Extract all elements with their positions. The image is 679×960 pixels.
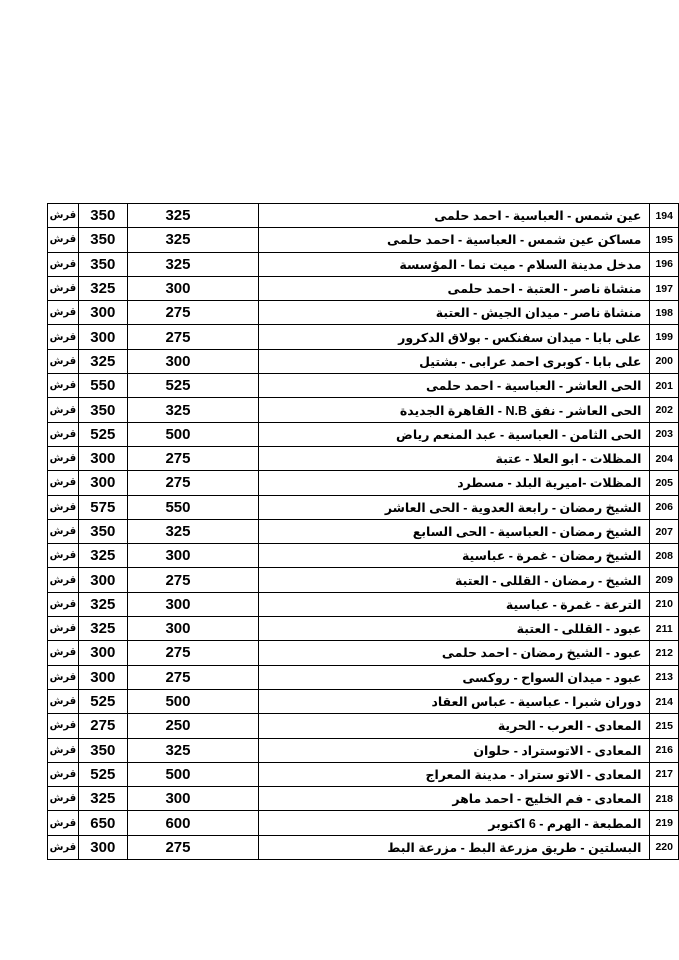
route-cell: عين شمس - العباسية - احمد حلمى [259,204,650,228]
new-fare-cell: 525 [78,689,127,713]
currency-cell: قرش [48,325,79,349]
old-fare-cell: 525 [127,374,258,398]
new-fare-cell: 325 [78,787,127,811]
table-row [48,787,679,811]
new-fare-cell: 300 [78,301,127,325]
currency-cell: قرش [48,592,79,616]
line-number-cell: 209 [650,568,679,592]
new-fare-cell: 300 [78,641,127,665]
route-cell: المظلات - ابو العلا - عتبة [259,446,650,470]
table-row [48,446,679,470]
old-fare-cell: 275 [127,301,258,325]
new-fare-cell: 300 [78,665,127,689]
route-cell: عبود - ميدان السواح - روكسى [259,665,650,689]
old-fare-cell: 325 [127,228,258,252]
currency-cell: قرش [48,811,79,835]
old-fare-cell: 275 [127,446,258,470]
old-fare-cell: 300 [127,544,258,568]
old-fare-cell: 550 [127,495,258,519]
table-row [48,276,679,300]
old-fare-cell: 275 [127,665,258,689]
route-cell: على بابا - كوبرى احمد عرابى - بشتيل [259,349,650,373]
route-cell: المعادى - العرب - الحرية [259,714,650,738]
old-fare-cell: 300 [127,617,258,641]
old-fare-cell: 325 [127,398,258,422]
new-fare-cell: 350 [78,252,127,276]
line-number-cell: 219 [650,811,679,835]
table-row [48,252,679,276]
route-cell: دوران شبرا - عباسية - عباس العقاد [259,689,650,713]
currency-cell: قرش [48,544,79,568]
new-fare-cell: 350 [78,738,127,762]
table-row [48,738,679,762]
currency-cell: قرش [48,349,79,373]
old-fare-cell: 325 [127,204,258,228]
new-fare-cell: 575 [78,495,127,519]
line-number-cell: 197 [650,276,679,300]
fare-table-body [48,204,679,860]
route-cell: المعادى - فم الخليج - احمد ماهر [259,787,650,811]
line-number-cell: 195 [650,228,679,252]
line-number-cell: 212 [650,641,679,665]
table-row [48,374,679,398]
table-row [48,568,679,592]
table-row [48,422,679,446]
new-fare-cell: 300 [78,568,127,592]
table-row [48,495,679,519]
route-cell: الحى العاشر - نفق N.B - القاهرة الجديدة [259,398,650,422]
table-row [48,811,679,835]
new-fare-cell: 325 [78,276,127,300]
route-cell: الشيخ رمضان - العباسية - الحى السابع [259,519,650,543]
route-cell: عبود - القللى - العتبة [259,617,650,641]
route-cell: المظلات -اميرية البلد - مسطرد [259,471,650,495]
line-number-cell: 206 [650,495,679,519]
route-cell: المعادى - الاتوستراد - حلوان [259,738,650,762]
table-row [48,617,679,641]
old-fare-cell: 275 [127,641,258,665]
line-number-cell: 214 [650,689,679,713]
currency-cell: قرش [48,495,79,519]
route-cell: مساكن عين شمس - العباسية - احمد حلمى [259,228,650,252]
new-fare-cell: 275 [78,714,127,738]
currency-cell: قرش [48,204,79,228]
currency-cell: قرش [48,665,79,689]
table-row [48,325,679,349]
route-cell: منشاة ناصر - العتبة - احمد حلمى [259,276,650,300]
currency-cell: قرش [48,641,79,665]
currency-cell: قرش [48,738,79,762]
table-row [48,544,679,568]
old-fare-cell: 250 [127,714,258,738]
old-fare-cell: 325 [127,252,258,276]
fare-table [47,203,679,860]
new-fare-cell: 350 [78,519,127,543]
currency-cell: قرش [48,617,79,641]
table-row [48,714,679,738]
line-number-cell: 205 [650,471,679,495]
route-cell: الحى العاشر - العباسية - احمد حلمى [259,374,650,398]
currency-cell: قرش [48,471,79,495]
line-number-cell: 216 [650,738,679,762]
line-number-cell: 220 [650,835,679,859]
line-number-cell: 194 [650,204,679,228]
route-cell: البسلتين - طريق مزرعة البط - مزرعة البط [259,835,650,859]
currency-cell: قرش [48,519,79,543]
table-row [48,398,679,422]
currency-cell: قرش [48,301,79,325]
currency-cell: قرش [48,228,79,252]
line-number-cell: 213 [650,665,679,689]
route-cell: الشيخ رمضان - رابعة العدوية - الحى العاشر [259,495,650,519]
currency-cell: قرش [48,835,79,859]
line-number-cell: 202 [650,398,679,422]
route-cell: الحى الثامن - العباسية - عبد المنعم رياض [259,422,650,446]
line-number-cell: 200 [650,349,679,373]
old-fare-cell: 500 [127,689,258,713]
new-fare-cell: 325 [78,592,127,616]
old-fare-cell: 300 [127,787,258,811]
new-fare-cell: 650 [78,811,127,835]
currency-cell: قرش [48,276,79,300]
new-fare-cell: 350 [78,204,127,228]
currency-cell: قرش [48,689,79,713]
old-fare-cell: 325 [127,519,258,543]
table-row [48,641,679,665]
line-number-cell: 198 [650,301,679,325]
route-cell: الشيخ رمضان - غمرة - عباسية [259,544,650,568]
currency-cell: قرش [48,374,79,398]
old-fare-cell: 300 [127,276,258,300]
table-row [48,301,679,325]
line-number-cell: 204 [650,446,679,470]
currency-cell: قرش [48,422,79,446]
currency-cell: قرش [48,762,79,786]
old-fare-cell: 500 [127,422,258,446]
new-fare-cell: 525 [78,422,127,446]
table-row [48,665,679,689]
new-fare-cell: 300 [78,325,127,349]
new-fare-cell: 300 [78,446,127,470]
old-fare-cell: 325 [127,738,258,762]
old-fare-cell: 275 [127,471,258,495]
line-number-cell: 211 [650,617,679,641]
table-row [48,689,679,713]
new-fare-cell: 550 [78,374,127,398]
old-fare-cell: 275 [127,835,258,859]
new-fare-cell: 325 [78,617,127,641]
table-row [48,835,679,859]
old-fare-cell: 275 [127,325,258,349]
new-fare-cell: 525 [78,762,127,786]
old-fare-cell: 500 [127,762,258,786]
new-fare-cell: 325 [78,349,127,373]
table-row [48,519,679,543]
table-row [48,228,679,252]
table-row [48,471,679,495]
currency-cell: قرش [48,787,79,811]
route-cell: المعادى - الاتو ستراد - مدينة المعراج [259,762,650,786]
route-cell: الترعة - غمرة - عباسية [259,592,650,616]
new-fare-cell: 350 [78,398,127,422]
table-row [48,592,679,616]
currency-cell: قرش [48,398,79,422]
currency-cell: قرش [48,568,79,592]
route-cell: مدخل مدينة السلام - ميت نما - المؤسسة [259,252,650,276]
currency-cell: قرش [48,252,79,276]
route-cell: المطبعة - الهرم - 6 اكتوبر [259,811,650,835]
table-row [48,349,679,373]
old-fare-cell: 275 [127,568,258,592]
new-fare-cell: 350 [78,228,127,252]
currency-cell: قرش [48,446,79,470]
new-fare-cell: 300 [78,471,127,495]
line-number-cell: 210 [650,592,679,616]
old-fare-cell: 300 [127,349,258,373]
route-cell: منشاة ناصر - ميدان الجيش - العتبة [259,301,650,325]
line-number-cell: 196 [650,252,679,276]
new-fare-cell: 325 [78,544,127,568]
line-number-cell: 208 [650,544,679,568]
line-number-cell: 199 [650,325,679,349]
route-cell: على بابا - ميدان سفنكس - بولاق الدكرور [259,325,650,349]
route-cell: الشيخ - رمضان - القللى - العتبة [259,568,650,592]
old-fare-cell: 600 [127,811,258,835]
line-number-cell: 218 [650,787,679,811]
route-cell: عبود - الشيخ رمضان - احمد حلمى [259,641,650,665]
table-row [48,762,679,786]
currency-cell: قرش [48,714,79,738]
line-number-cell: 203 [650,422,679,446]
old-fare-cell: 300 [127,592,258,616]
table-row [48,204,679,228]
line-number-cell: 215 [650,714,679,738]
line-number-cell: 207 [650,519,679,543]
line-number-cell: 201 [650,374,679,398]
line-number-cell: 217 [650,762,679,786]
new-fare-cell: 300 [78,835,127,859]
